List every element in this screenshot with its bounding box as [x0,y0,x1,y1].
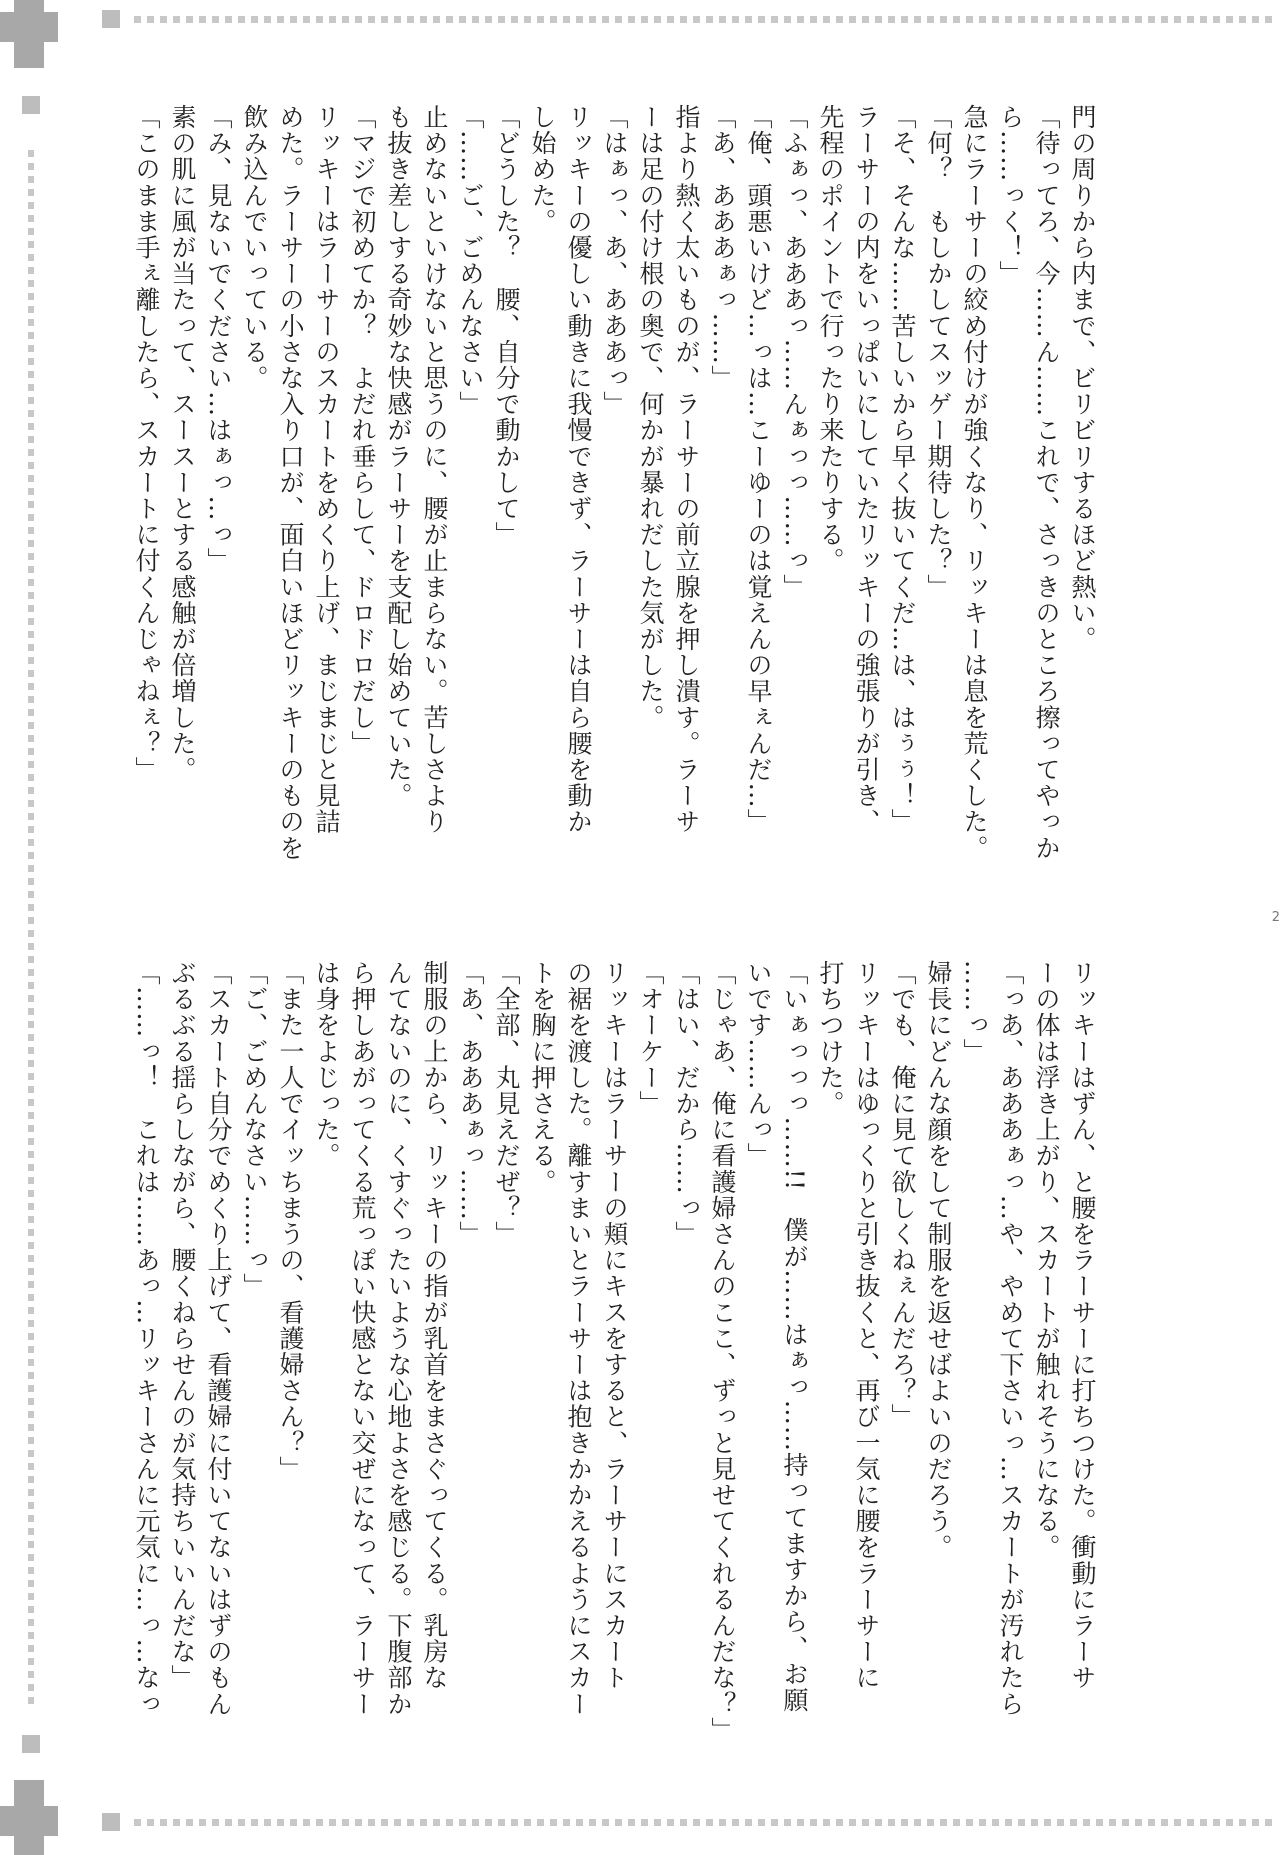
text-column: いです……んっ」 [744,960,773,1169]
text-column: ぶるぶる揺らしながら、腰くねらせんのが気持ちいいんだな」 [168,960,197,1691]
left-square-bottom [22,1735,40,1753]
text-column: は身をよじった。 [312,960,341,1169]
lower-text-block [128,960,1100,1768]
text-column: 「いぁっっっ……!! 僕が……はぁっ……持ってますから、お願 [780,960,809,1714]
page-number: 2 [1271,910,1280,925]
text-column: 「ご、ごめんなさい……っ」 [240,960,269,1300]
text-column: 「ふぁっ、あああっ……んぁっっ……っ」 [780,104,809,600]
text-column: 「あ、あああぁっ……」 [708,104,737,392]
text-column: 婦長にどんな顔をして制服を返せばよいのだろう。 [924,960,953,1561]
text-column: リッキーはラーサーのスカートをめくり上げ、まじまじと見詰 [312,104,341,835]
text-column: リッキーはラーサーの頬にキスをすると、ラーサーにスカート [600,960,629,1691]
text-column: も抜き差しする奇妙な快感がラーサーを支配し始めていた。 [384,104,413,809]
text-column: 「オーケー」 [636,960,665,1117]
text-column: リッキーはずん、と腰をラーサーに打ちつけた。衝動にラーサ [1068,960,1097,1691]
text-column: 「全部、丸見えだぜ？」 [492,960,521,1248]
text-column: 「俺、頭悪いけど…っは…こーゆーのは覚えんの早ぇんだ…」 [744,104,773,835]
left-square-top [22,96,40,114]
text-column: リッキーの優しい動きに我慢できず、ラーサーは自ら腰を動か [564,104,593,835]
text-column: ーの体は浮き上がり、スカートが触れそうになる。 [1032,960,1061,1561]
text-column: リッキーはゆっくりと引き抜くと、再び一気に腰をラーサーに [852,960,881,1691]
text-column: 「マジで初めてか？ よだれ垂らして、ドロドロだし」 [348,104,377,757]
upper-text-block [128,104,1100,912]
left-dotted-rule [28,150,34,1710]
text-column: 飲み込んでいっている。 [240,104,269,392]
text-column: 「また一人でイッちまうの、看護婦さん？」 [276,960,305,1482]
top-dotted-rule [134,16,1274,23]
text-column: 「そ、そんな……苦しいから早く抜いてくだ…は、はぅぅ！」 [888,104,917,835]
text-column: 「はい、だから……っ」 [672,960,701,1248]
text-column: 「じゃあ、俺に看護婦さんのここ、ずっと見せてくれるんだな？」 [708,960,737,1743]
text-column: 「スカート自分でめくり上げて、看護婦に付いてないはずのもん [204,960,233,1717]
text-column: 打ちつけた。 [816,960,845,1117]
corner-square-top [102,10,120,28]
text-column: 指より熱く太いものが、ラーサーの前立腺を押し潰す。ラーサ [672,104,701,835]
text-column: ら押しあがってくる荒っぽい快感とない交ぜになって、ラーサー [348,960,377,1717]
text-column: ーは足の付け根の奥で、何かが暴れだした気がした。 [636,104,665,731]
text-column: 「このまま手ぇ離したら、スカートに付くんじゃねぇ？」 [132,104,161,783]
text-column: 門の周りから内まで、ビリビリするほど熱い。 [1068,104,1097,653]
text-column: 急にラーサーの絞め付けが強くなり、リッキーは息を荒くした。 [960,104,989,861]
text-column: ら……っく！」 [996,104,1025,287]
text-column: トを胸に押さえる。 [528,960,557,1195]
text-column: 止めないといけないと思うのに、腰が止まらない。苦しさより [420,104,449,835]
text-column: 「でも、俺に見て欲しくねぇんだろ？」 [888,960,917,1430]
text-column: 「どうした？ 腰、自分で動かして」 [492,104,521,548]
text-column: 「み、見ないでください…はぁっ…っ」 [204,104,233,574]
text-column: し始めた。 [528,104,557,235]
text-column: んてないのに、くすぐったいような心地よさを感じる。下腹部か [384,960,413,1717]
text-column: ラーサーの内をいっぱいにしていたリッキーの強張りが引き、 [852,104,881,835]
text-column: 「っあ、あああぁっ…や、やめて下さいっ…スカートが汚れたら [996,960,1025,1717]
text-column: 「あ、あああぁっ……」 [456,960,485,1248]
text-column: 「……ご、ごめんなさい」 [456,104,485,418]
text-column: 先程のポイントで行ったり来たりする。 [816,104,845,574]
bottom-dotted-rule [134,1819,1274,1826]
corner-square-bottom [102,1813,120,1831]
text-column: 「……っ！ これは……あっ…リッキーさんに元気に…っ…なっ [132,960,161,1717]
text-column: 素の肌に風が当たって、スースーとする感触が倍増した。 [168,104,197,783]
text-column: の裾を渡した。離すまいとラーサーは抱きかかえるようにスカー [564,960,593,1717]
text-column: ……っ」 [960,960,989,1065]
text-column: めた。ラーサーの小さな入り口が、面白いほどリッキーのものを [276,104,305,861]
text-column: 「待ってろ、今……ん……これで、さっきのところ擦ってやっか [1032,104,1061,861]
text-column: 「はぁっ、あ、あああっ」 [600,104,629,418]
text-column: 制服の上から、リッキーの指が乳首をまさぐってくる。乳房な [420,960,449,1691]
text-column: 「何？ もしかしてスッゲー期待した？」 [924,104,953,600]
